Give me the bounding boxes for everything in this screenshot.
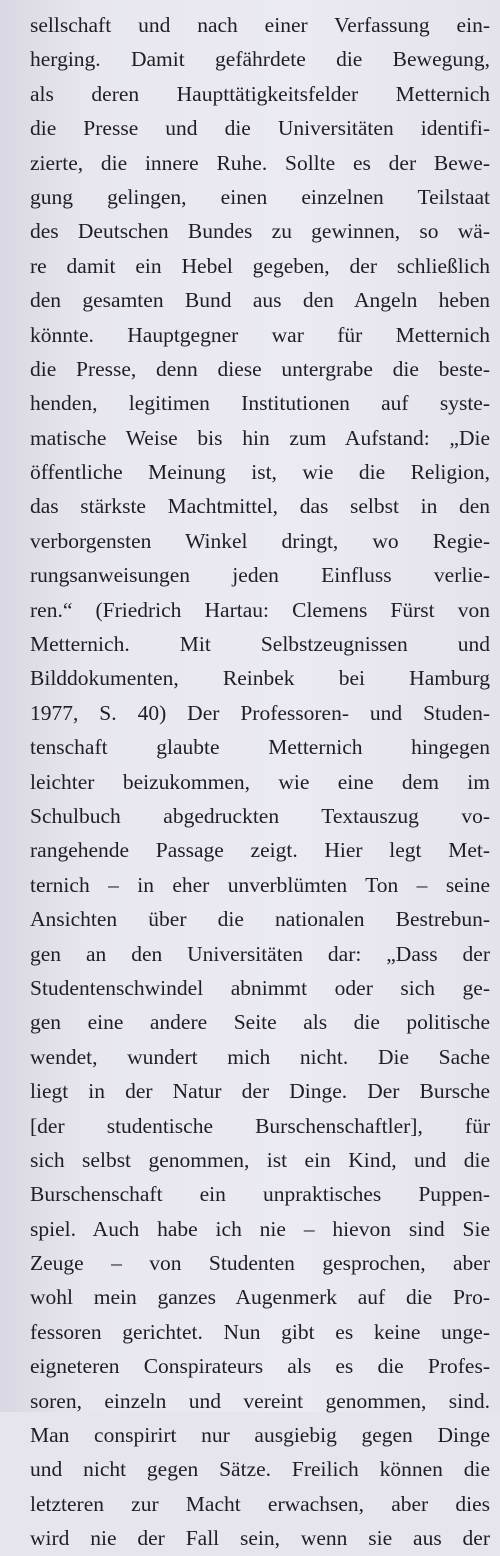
body-text <box>30 8 490 1556</box>
text-line: Metternich. Mit Selbstzeugnissen und <box>30 632 490 657</box>
text-line: wird nie der Fall sein, wenn sie aus der <box>30 1526 490 1551</box>
text-line: und nicht gegen Sätze. Freilich können die <box>30 1457 490 1482</box>
text-line: letzteren zur Macht erwachsen, aber dies <box>30 1491 490 1516</box>
text-line: des Deutschen Bundes zu gewinnen, so wä- <box>30 219 490 244</box>
text-line: Burschenschaft ein unpraktisches Puppen- <box>30 1182 490 1207</box>
text-line: 1977, S. 40) Der Professoren- und Studen- <box>30 700 490 725</box>
text-line: verborgensten Winkel dringt, wo Regie- <box>30 528 490 553</box>
text-line: wohl mein ganzes Augenmerk auf die Pro- <box>30 1285 490 1310</box>
text-line: spiel. Auch habe ich nie – hievon sind Sie <box>30 1216 490 1241</box>
text-line: gen an den Universitäten dar: „Dass der <box>30 941 490 966</box>
text-line: öffentliche Meinung ist, wie die Religion, <box>30 460 490 485</box>
text-line: liegt in der Natur der Dinge. Der Bursche <box>30 1079 490 1104</box>
text-line: das stärkste Machtmittel, das selbst in den <box>30 494 490 519</box>
text-line: Studentenschwindel abnimmt oder sich ge- <box>30 975 490 1000</box>
text-line: als deren Haupttätigkeitsfelder Metternich <box>30 81 490 106</box>
text-line: tenschaft glaubte Metternich hingegen <box>30 735 490 760</box>
text-line: [der studentische Burschenschaftler], für <box>30 1113 490 1138</box>
text-line: ternich – in eher unverblümten Ton – seine <box>30 872 490 897</box>
text-line: wendet, wundert mich nicht. Die Sache <box>30 1044 490 1069</box>
text-line: zierte, die innere Ruhe. Sollte es der Bewe- <box>30 150 490 175</box>
text-line: Ansichten über die nationalen Bestrebun- <box>30 907 490 932</box>
text-line: gen eine andere Seite als die politische <box>30 1010 490 1035</box>
text-line: gung gelingen, einen einzelnen Teilstaat <box>30 184 490 209</box>
text-line: Zeuge – von Studenten gesprochen, aber <box>30 1251 490 1276</box>
text-line: Schulbuch abgedruckten Textauszug vo- <box>30 803 490 828</box>
text-line: eigneteren Conspirateurs als es die Profes- <box>30 1354 490 1379</box>
text-line: den gesamten Bund aus den Angeln heben <box>30 288 490 313</box>
text-line: die Presse und die Universitäten identifi- <box>30 116 490 141</box>
text-line: ren.“ (Friedrich Hartau: Clemens Fürst von <box>30 597 490 622</box>
text-line: rangehende Passage zeigt. Hier legt Met- <box>30 838 490 863</box>
text-line: re damit ein Hebel gegeben, der schließlich <box>30 253 490 278</box>
text-line: könnte. Hauptgegner war für Metternich <box>30 322 490 347</box>
text-line: sellschaft und nach einer Verfassung ein- <box>30 13 490 37</box>
text-line: Man conspirirt nur ausgiebig gegen Dinge <box>30 1423 490 1448</box>
text-line: henden, legitimen Institutionen auf syste- <box>30 391 490 416</box>
text-line: die Presse, denn diese untergrabe die beste- <box>30 356 490 381</box>
text-line: Bilddokumenten, Reinbek bei Hamburg <box>30 666 490 691</box>
text-line: sich selbst genommen, ist ein Kind, und die <box>30 1147 490 1172</box>
text-line: soren, einzeln und vereint genommen, sind. <box>30 1388 490 1413</box>
text-line: matische Weise bis hin zum Aufstand: „Die <box>30 425 490 450</box>
text-line: fessoren gerichtet. Nun gibt es keine unge- <box>30 1319 490 1344</box>
text-line: rungsanweisungen jeden Einfluss verlie- <box>30 563 490 588</box>
text-line: leichter beizukommen, wie eine dem im <box>30 769 490 794</box>
text-line: herging. Damit gefährdete die Bewegung, <box>30 47 490 72</box>
